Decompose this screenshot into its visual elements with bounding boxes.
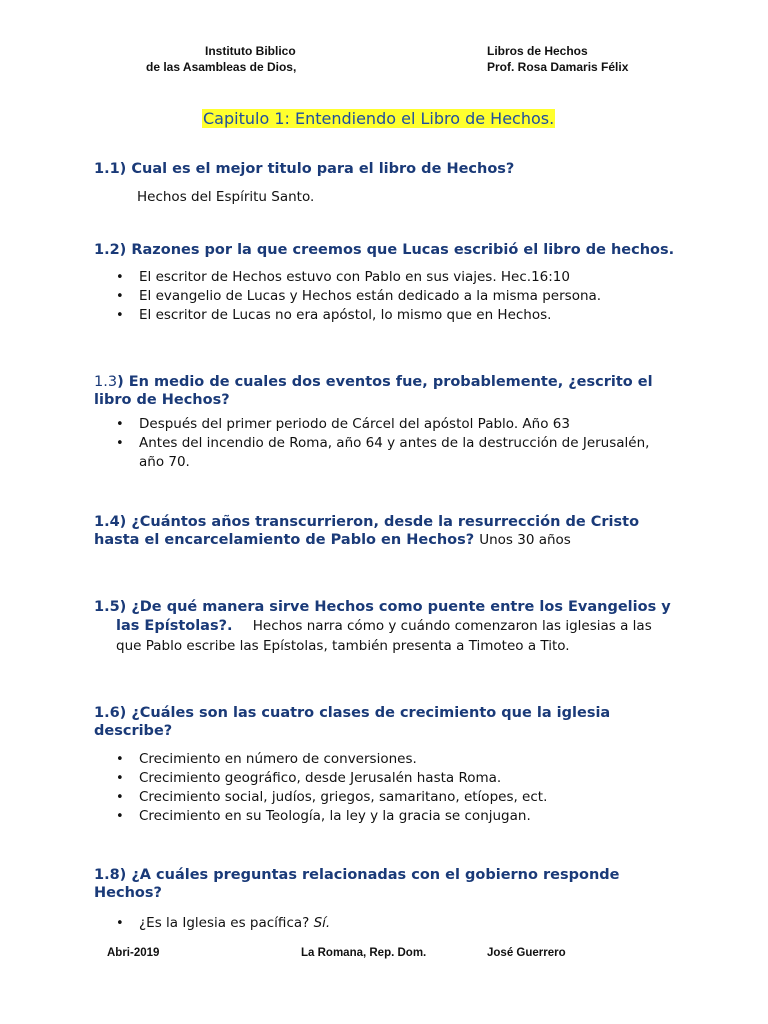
chapter-title-text: Capitulo 1: Entendiendo el Libro de Hechos.: [203, 109, 555, 128]
question-1-6: 1.6) ¿Cuáles son las cuatro clases de crecimiento que la iglesia describe?: [94, 705, 611, 739]
list-item-text: ¿Es la Iglesia es pacífica?: [139, 915, 310, 931]
list-1-3: [110, 415, 670, 472]
list-item: • Crecimiento en su Teología, la ley y la gracia se conjugan.: [110, 807, 690, 826]
question-1-1: 1.1) Cual es el mejor titulo para el libro de Hechos?: [94, 161, 515, 177]
list-item: • Antes del incendio de Roma, año 64 y antes de la destrucción de Jerusalén, año 70.: [110, 434, 670, 472]
list-1-2: [110, 268, 690, 325]
header-institute-line2: de las Asambleas de Dios,: [146, 60, 297, 74]
answer-1-5-line1: Hechos narra cómo y cuándo comenzaron las iglesias a las: [252, 618, 652, 634]
list-item: • Después del primer periodo de Cárcel del apóstol Pablo. Año 63: [110, 415, 670, 434]
list-item: • Crecimiento en número de conversiones.: [110, 750, 690, 769]
question-1-3: [94, 373, 654, 409]
answer-1-4: Unos 30 años: [479, 532, 571, 548]
question-1-3-text: ) En medio de cuales dos eventos fue, probablemente, ¿escrito el libro de Hechos?: [94, 374, 653, 408]
header-institute-line1: Instituto Biblico: [205, 44, 296, 58]
answer-1-5-line2: que Pablo escribe las Epístolas, también presenta a Timoteo a Tito.: [116, 638, 570, 654]
footer-author: José Guerrero: [487, 947, 566, 959]
question-1-4-text: 1.4) ¿Cuántos años transcurrieron, desde la resurrección de Cristo hasta el encarcelamiento de Pablo en Hechos?: [94, 514, 640, 548]
footer-date: Abri-2019: [107, 947, 160, 959]
list-1-6: [110, 750, 690, 826]
list-1-8: [110, 914, 690, 933]
question-1-5-cont: [116, 617, 696, 635]
list-item-answer: Sí.: [313, 915, 331, 931]
chapter-title: [202, 108, 555, 130]
header-course: Libros de Hechos: [487, 44, 588, 58]
footer-place: La Romana, Rep. Dom.: [301, 947, 427, 959]
list-item: [110, 914, 690, 933]
question-1-8: 1.8) ¿A cuáles preguntas relacionadas con el gobierno responde Hechos?: [94, 867, 620, 901]
list-item: • Crecimiento social, judíos, griegos, samaritano, etíopes, ect.: [110, 788, 690, 807]
question-1-5: 1.5) ¿De qué manera sirve Hechos como puente entre los Evangelios y: [94, 599, 671, 615]
list-item: • El escritor de Lucas no era apóstol, lo mismo que en Hechos.: [110, 306, 690, 325]
answer-1-1: Hechos del Espíritu Santo.: [137, 189, 315, 205]
list-item: • El escritor de Hechos estuvo con Pablo en sus viajes. Hec.16:10: [110, 268, 690, 287]
question-1-2: 1.2) Razones por la que creemos que Lucas escribió el libro de hechos.: [94, 242, 675, 258]
header-professor: Prof. Rosa Damaris Félix: [487, 60, 629, 74]
question-1-5-text-2: las Epístolas?.: [116, 618, 233, 634]
list-item: • El evangelio de Lucas y Hechos están dedicado a la misma persona.: [110, 287, 690, 306]
question-1-3-number: 1.3: [94, 374, 118, 390]
question-1-4: [94, 513, 654, 549]
list-item: • Crecimiento geográfico, desde Jerusalén hasta Roma.: [110, 769, 690, 788]
